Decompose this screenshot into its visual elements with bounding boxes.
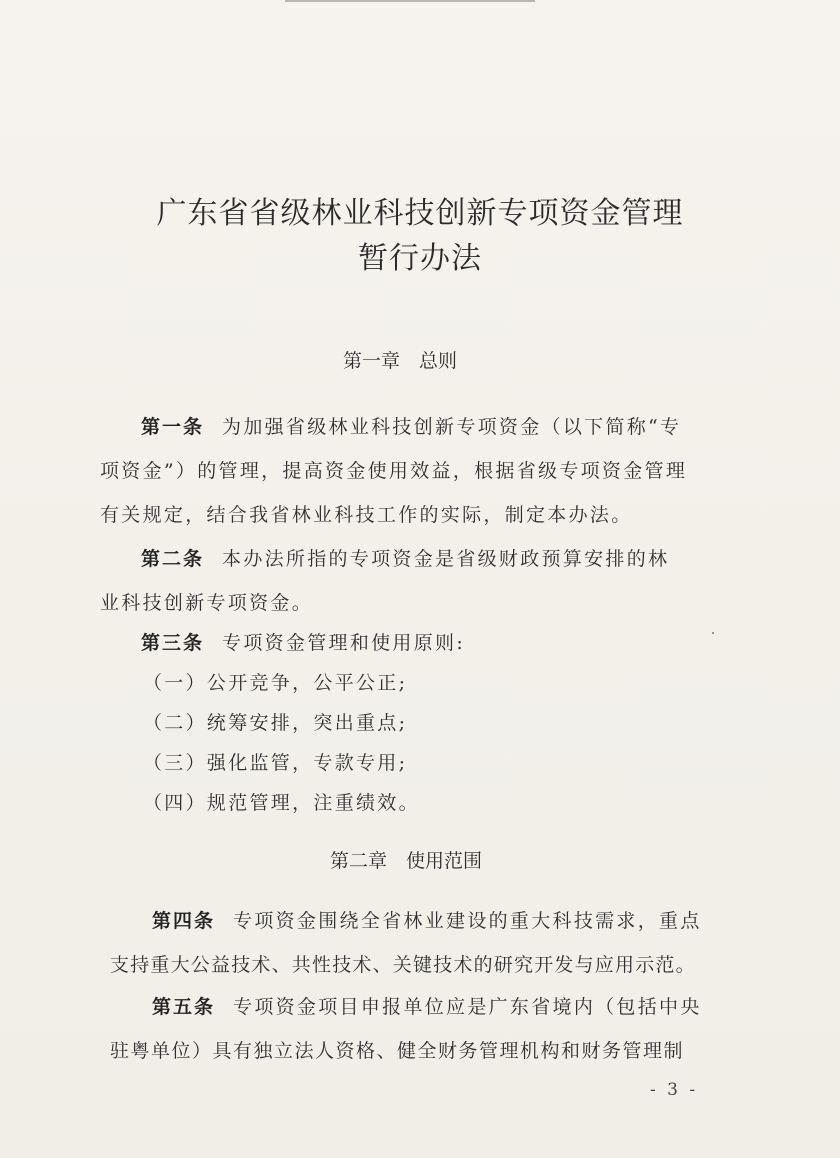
article-4-label: 第四条: [152, 910, 216, 932]
article-1-line-1: [141, 412, 681, 439]
scan-speck: [712, 632, 714, 634]
article-4-text-1: 专项资金围绕全省林业建设的重大科技需求，重点: [233, 910, 702, 932]
article-2-line-1: [141, 544, 669, 571]
article-3-item-1: （一）公开竞争，公平公正;: [143, 672, 408, 694]
article-5-label: 第五条: [152, 996, 216, 1018]
article-2-label: 第二条: [141, 548, 205, 570]
article-3-label: 第三条: [141, 632, 205, 654]
page-number: - 3 -: [650, 1080, 699, 1100]
article-2-text-1: 本办法所指的专项资金是省级财政预算安排的林: [222, 548, 670, 570]
article-1-text-1: 为加强省级林业科技创新专项资金（以下简称“专: [222, 416, 682, 438]
article-1-line-2: 项资金”）的管理，提高资金使用效益，根据省级专项资金管理: [100, 460, 688, 482]
article-1-label: 第一条: [141, 416, 205, 438]
article-3-item-3: （三）强化监管，专款专用;: [143, 752, 408, 774]
article-4-line-2: 支持重大公益技术、共性技术、关键技术的研究开发与应用示范。: [110, 954, 696, 976]
page-top-edge: [285, 0, 535, 2]
document-title-line1: 广东省省级林业科技创新专项资金管理: [156, 196, 684, 231]
article-3-item-4: （四）规范管理，注重绩效。: [143, 792, 420, 814]
article-5-line-1: [152, 992, 702, 1019]
article-3-line-1: [141, 628, 465, 655]
article-3-text-1: 专项资金管理和使用原则:: [222, 632, 466, 654]
article-1-line-3: 有关规定，结合我省林业科技工作的实际，制定本办法。: [100, 504, 633, 526]
article-5-text-1: 专项资金项目申报单位应是广东省境内（包括中央: [233, 996, 702, 1018]
article-4-line-1: [152, 906, 702, 933]
document-title-line2: 暂行办法: [358, 241, 482, 276]
chapter-heading-2: 第二章 使用范围: [330, 850, 483, 872]
article-5-line-2: 驻粤单位）具有独立法人资格、健全财务管理机构和财务管理制: [110, 1040, 685, 1062]
chapter-heading-1: 第一章 总则: [343, 350, 458, 372]
article-2-line-2: 业科技创新专项资金。: [100, 592, 314, 614]
article-3-item-2: （二）统筹安排，突出重点;: [143, 712, 408, 734]
